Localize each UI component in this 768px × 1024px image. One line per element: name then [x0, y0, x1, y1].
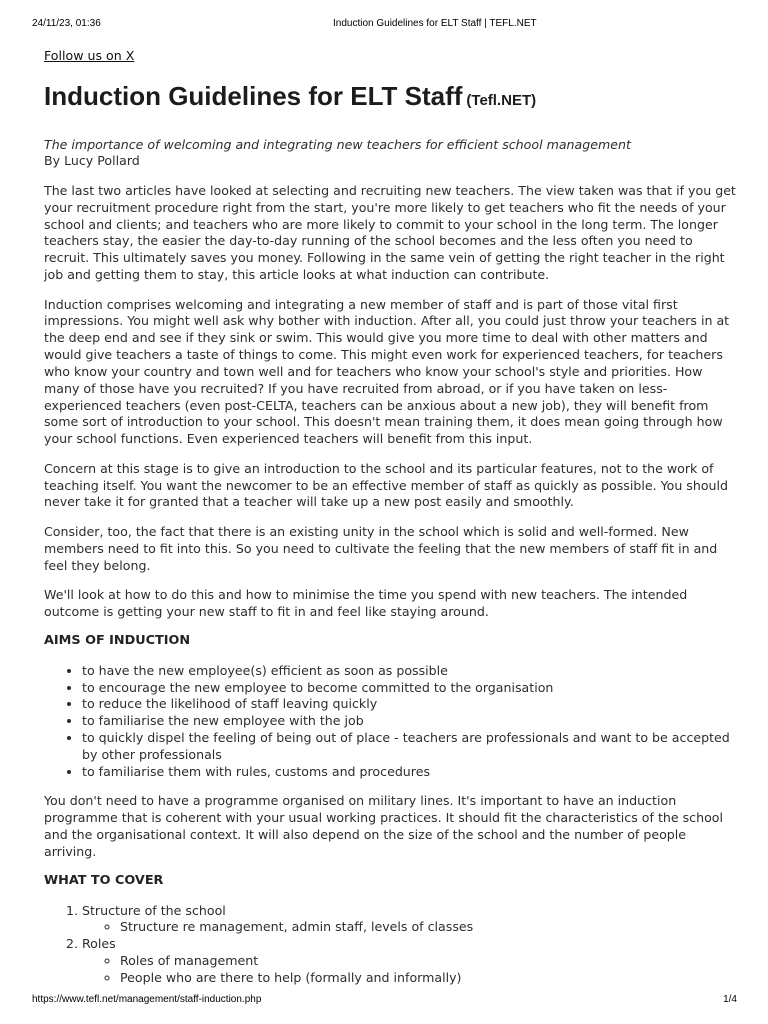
text-line: The last two articles have looked at selecting and recruiting new teachers. The view taken was that if you get	[44, 182, 736, 198]
text-line: • to familiarise the new employee with the job	[82, 713, 364, 729]
intro-paragraph	[44, 461, 736, 512]
text-line: Consider, too, the fact that there is an existing unity in the school which is solid and well-formed. New	[44, 523, 689, 539]
text-line: programme that is coherent with your usual working practices. It should fit the characteristics of the school	[44, 810, 723, 826]
intro-paragraph	[44, 524, 736, 575]
text-line: recruit. This ultimately saves you money. Following in the same vein of getting the right teacher in the right	[44, 250, 725, 266]
text-line: • to familiarise them with rules, customs and procedures	[82, 763, 431, 779]
article-lede	[44, 137, 736, 171]
text-line: feel they belong.	[44, 557, 151, 573]
text-line: We'll look at how to do this and how to minimise the time you spend with new teachers. The intended	[44, 587, 688, 602]
cover-heading: WHAT TO COVER	[44, 873, 164, 889]
text-line: school and clients; and teachers who are more likely to commit to your school in the long term. The longer	[44, 216, 718, 232]
cover-sublist	[82, 953, 736, 987]
cover-sublist	[82, 919, 736, 936]
text-line: impressions. You might well ask why bother with induction. After all, you could just throw your teachers in at	[44, 313, 730, 329]
text-line: teaching itself. You want the newcomer to be an effective member of staff as quickly as possible. You should	[44, 477, 729, 493]
article-body	[0, 48, 736, 987]
aims-list-item	[82, 696, 736, 713]
cover-item-label: Structure of the school	[82, 902, 226, 918]
cover-subitem	[120, 919, 736, 936]
text-line: by other professionals	[82, 746, 222, 762]
text-line: Induction comprises welcoming and integrating a new member of staff and is part of those vital first	[44, 296, 678, 312]
aims-list-item	[82, 764, 736, 781]
text-line: experienced teachers (even post-CELTA, teachers can be anxious about a new job), they will benefit from	[44, 397, 709, 413]
aims-list-item	[82, 680, 736, 697]
print-page-title: Induction Guidelines for ELT Staff | TEFL.NET	[333, 18, 537, 29]
print-page-number: 1/4	[723, 994, 737, 1005]
aims-heading: AIMS OF INDUCTION	[44, 633, 191, 649]
cover-list-item	[65, 936, 736, 987]
social-follow	[44, 48, 736, 65]
text-line: You don't need to have a programme organised on military lines. It's important to have an induction	[44, 793, 677, 809]
text-line: who know your country and town well and for teachers who know your school's style and priorities. How	[44, 363, 703, 379]
text-line: your recruitment procedure right from the start, you're more likely to get teachers who fit the needs of your	[44, 199, 726, 215]
text-line: would give teachers a taste of things to come. This might even work for experienced teachers, for teachers	[44, 347, 723, 363]
intro-paragraph	[44, 183, 736, 284]
text-line: arriving.	[44, 843, 97, 859]
list-number: 1.	[65, 902, 78, 918]
site-tag: (Tefl.NET)	[466, 92, 537, 110]
text-line: and the organisational context. It will also depend on the size of the school and the number of people	[44, 826, 687, 842]
text-line: outcome is getting your new staff to fit in and feel like staying around.	[44, 603, 489, 619]
cover-list	[44, 903, 736, 987]
article-title-text: Induction Guidelines for ELT Staff	[44, 81, 463, 112]
cover-subitem-label: ◦ Roles of management	[120, 953, 259, 969]
text-line: teachers stay, the easier the day-to-day running of the school becomes and the less often you need to	[44, 233, 693, 249]
text-line: • to reduce the likelihood of staff leaving quickly	[82, 696, 378, 712]
text-line: Concern at this stage is to give an introduction to the school and its particular features, not to the work of	[44, 460, 714, 476]
text-line: the deep end and see if they sink or swim. This would give you more time to deal with other matters and	[44, 330, 708, 346]
list-number: 2.	[65, 936, 78, 952]
aims-list	[44, 663, 736, 781]
intro-paragraph	[44, 587, 736, 621]
aims-list-item	[82, 663, 736, 680]
print-date: 24/11/23, 01:36	[32, 18, 101, 29]
cover-subitem-label: ◦ Structure re management, admin staff, levels of classes	[120, 919, 474, 935]
text-line: • to quickly dispel the feeling of being out of place - teachers are professionals and want to be accepted	[82, 730, 730, 746]
cover-list-item	[65, 902, 736, 937]
cover-subitem	[120, 970, 736, 987]
text-line: many of those have you recruited? If you have recruited from abroad, or if you have taken on less-	[44, 380, 668, 396]
article-title	[44, 81, 736, 116]
text-line: • to encourage the new employee to become committed to the organisation	[82, 679, 554, 695]
text-line: some sort of introduction to your school. This doesn't mean training them, it does mean going through how	[44, 414, 723, 430]
text-line: your school functions. Even experienced teachers will benefit from this input.	[44, 431, 533, 447]
intro-paragraph	[44, 297, 736, 449]
cover-subitem	[120, 953, 736, 970]
practice-paragraph	[44, 793, 736, 860]
follow-on-x-link[interactable]: Follow us on X	[44, 47, 135, 63]
print-url: https://www.tefl.net/management/staff-induction.php	[32, 994, 262, 1005]
text-line: never take it for granted that a teacher will take up a new post easily and smoothly.	[44, 494, 574, 510]
article-subtitle: The importance of welcoming and integrating new teachers for efficient school management	[44, 136, 631, 152]
text-line: job and getting them to stay, this article looks at what induction can contribute.	[44, 267, 550, 283]
text-line: • to have the new employee(s) efficient as soon as possible	[82, 662, 448, 678]
article-byline: By Lucy Pollard	[44, 153, 140, 169]
aims-list-item	[82, 730, 736, 764]
aims-list-item	[82, 713, 736, 730]
cover-subitem-label: ◦ People who are there to help (formally and informally)	[120, 970, 462, 985]
text-line: members need to fit into this. So you need to cultivate the feeling that the new members of staff fit in and	[44, 540, 718, 556]
cover-item-label: Roles	[82, 936, 116, 952]
